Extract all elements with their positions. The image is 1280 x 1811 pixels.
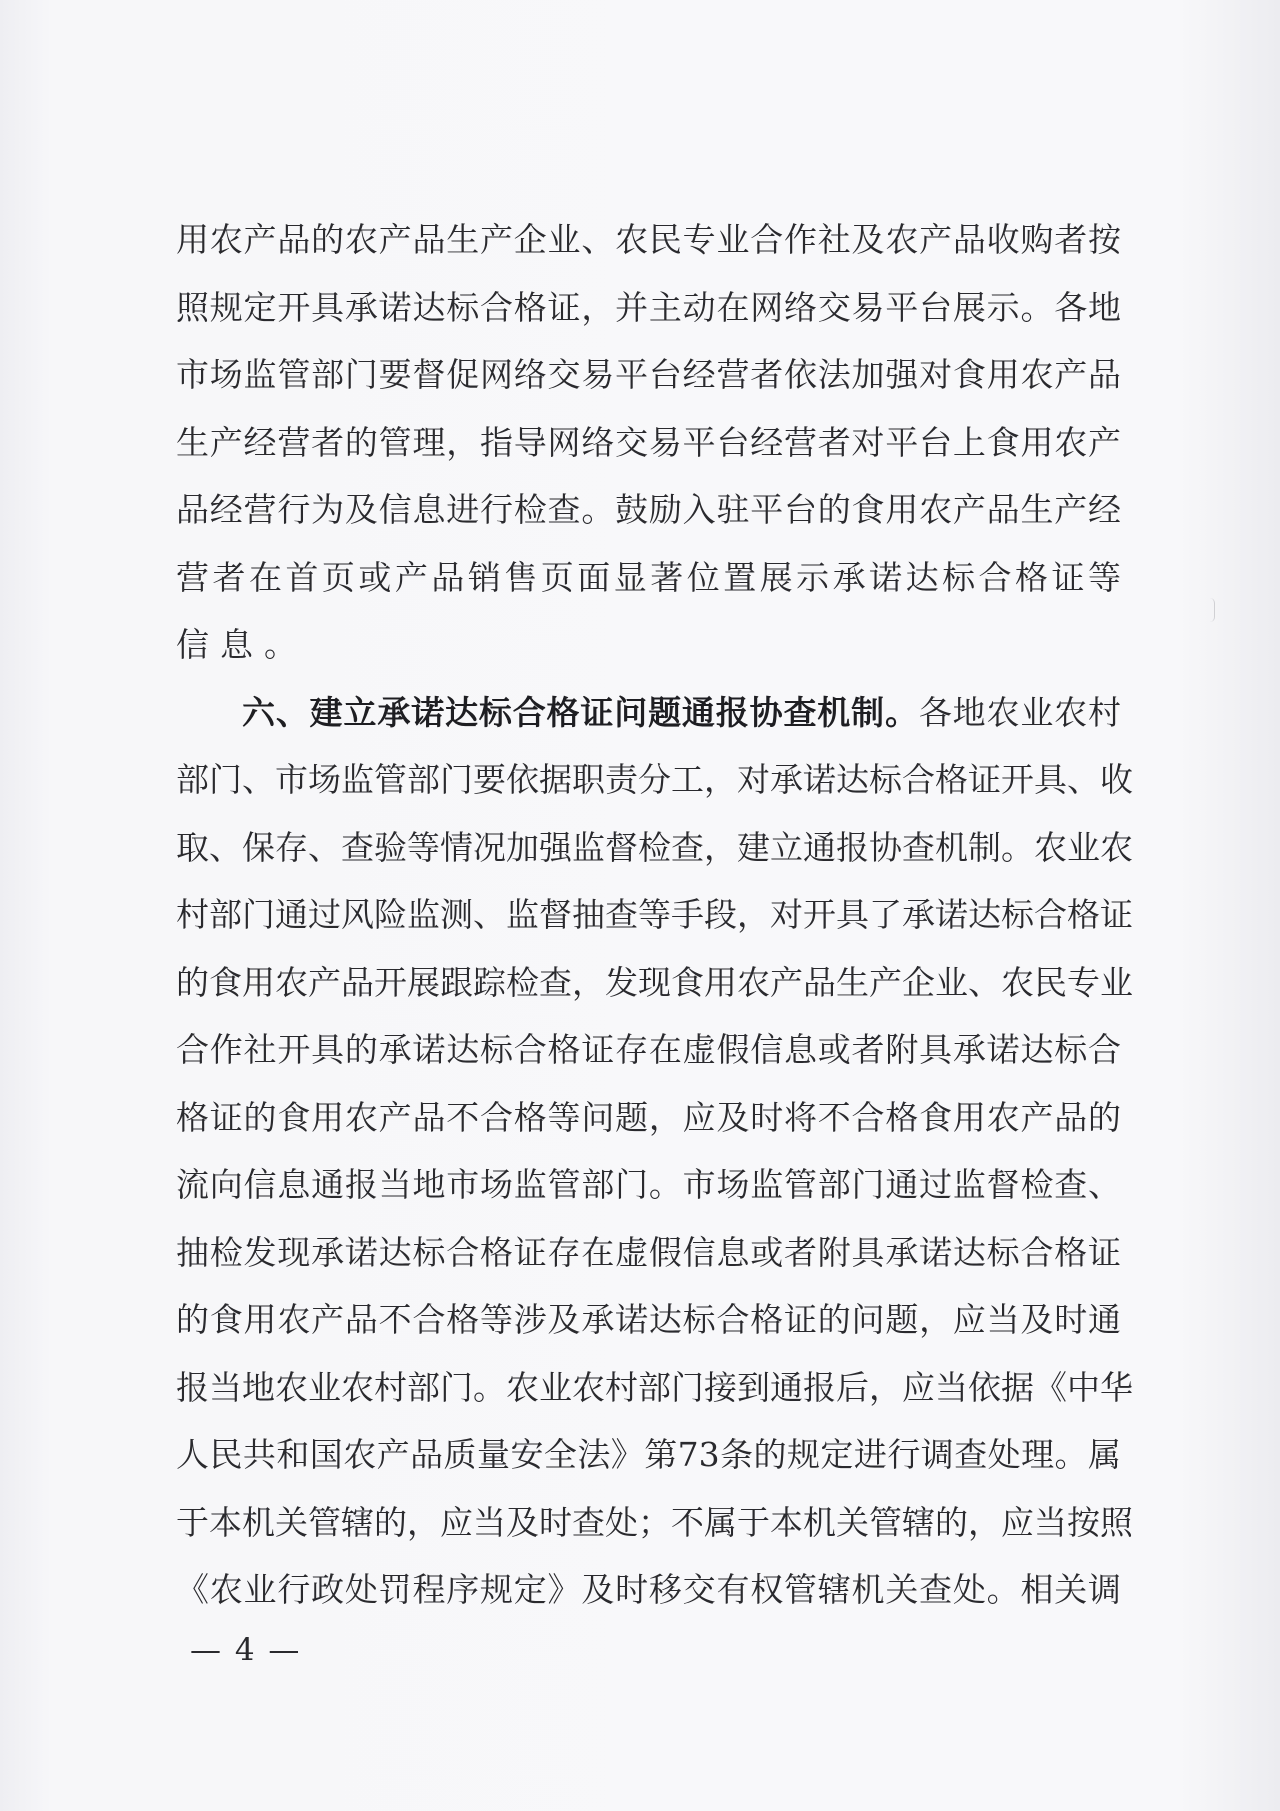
text-line: 用农产品的农产品生产企业、农民专业合作社及农产品收购者按 — [176, 220, 1121, 259]
text-line: 营者在首页或产品销售页面显著位置展示承诺达标合格证等 — [176, 557, 1121, 597]
text-line: 市场监管部门要督促网络交易平台经营者依法加强对食用农产品 — [176, 355, 1121, 394]
text-line: 合作社开具的承诺达标合格证存在虚假信息或者附具承诺达标合 — [176, 1030, 1121, 1069]
text-line: 流向信息通报当地市场监管部门。市场监管部门通过监督检查、 — [176, 1165, 1121, 1204]
text-line: 的食用农产品开展跟踪检查，发现食用农产品生产企业、农民专业 — [176, 962, 1133, 1002]
text-line: 格证的食用农产品不合格等问题，应及时将不合格食用农产品的 — [176, 1097, 1121, 1137]
text-line: 于本机关管辖的，应当及时查处；不属于本机关管辖的，应当按照 — [176, 1502, 1133, 1542]
body-text — [176, 206, 1133, 1624]
text-line: 部门、市场监管部门要依据职责分工，对承诺达标合格证开具、收 — [176, 760, 1133, 799]
page-number: — 4 — — [190, 1632, 302, 1668]
text-line: 报当地农业农村部门。农业农村部门接到通报后，应当依据《中华 — [176, 1367, 1133, 1407]
text-line: 信息。 — [176, 625, 308, 664]
text-line: 人民共和国农产品质量安全法》第73条的规定进行调查处理。属 — [176, 1435, 1121, 1474]
scan-artifact — [1210, 598, 1215, 622]
section-heading-continuation: 各地农业农村 — [918, 692, 1122, 732]
section-heading: 六、建立承诺达标合格证问题通报协查机制。 — [242, 692, 919, 732]
text-line: 的食用农产品不合格等涉及承诺达标合格证的问题，应当及时通 — [176, 1300, 1121, 1339]
text-line: 取、保存、查验等情况加强监督检查，建立通报协查机制。农业农 — [176, 827, 1133, 867]
text-line: 村部门通过风险监测、监督抽查等手段，对开具了承诺达标合格证 — [176, 895, 1133, 934]
text-line: 抽检发现承诺达标合格证存在虚假信息或者附具承诺达标合格证 — [176, 1232, 1121, 1272]
text-line: 照规定开具承诺达标合格证，并主动在网络交易平台展示。各地 — [176, 287, 1121, 327]
text-line: 品经营行为及信息进行检查。鼓励入驻平台的食用农产品生产经 — [176, 490, 1121, 529]
text-line: 生产经营者的管理，指导网络交易平台经营者对平台上食用农产 — [176, 422, 1121, 462]
text-line: 《农业行政处罚程序规定》及时移交有权管辖机关查处。相关调 — [176, 1570, 1121, 1609]
section-six-first-line — [176, 679, 1121, 747]
